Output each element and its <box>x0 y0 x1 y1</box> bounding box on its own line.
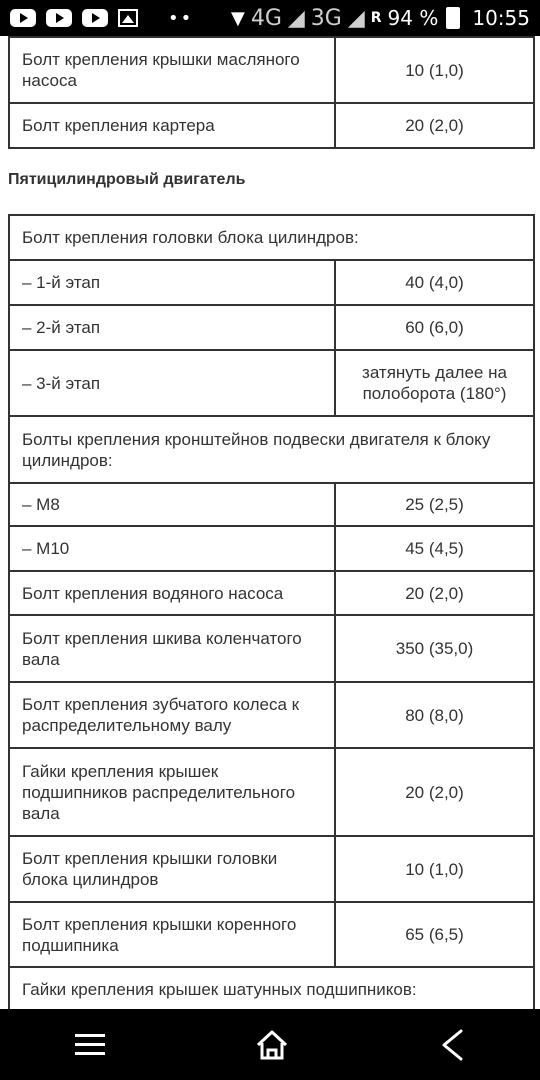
row-value: 350 (35,0) <box>335 615 534 682</box>
table-row <box>9 682 534 748</box>
section-title: Пятицилиндровый двигатель <box>8 171 246 188</box>
battery-percent: 94 % <box>387 6 439 30</box>
row-label: – 1-й этап <box>9 260 335 305</box>
row-label: Гайки крепления крышек подшипников распределительного вала <box>9 748 335 836</box>
row-label: Болт крепления водяного насоса <box>9 571 335 615</box>
row-label: Болт крепления шкива коленчатого вала <box>9 615 335 682</box>
torque-table-five-cylinder <box>8 214 535 1013</box>
table-row <box>9 615 534 682</box>
row-label: Болт крепления зубчатого колеса к распределительному валу <box>9 682 335 748</box>
table-row <box>9 103 534 148</box>
youtube-icon <box>10 9 36 27</box>
row-label: Болт крепления головки блока цилиндров: <box>9 215 534 260</box>
table-row-header <box>9 416 534 483</box>
row-value: 10 (1,0) <box>335 37 534 103</box>
row-label: Болт крепления крышки масляного насоса <box>9 37 335 103</box>
table-row-header <box>9 215 534 260</box>
battery-icon <box>446 7 460 29</box>
signal-icon: ◢ <box>287 5 305 31</box>
more-notifications-icon: •• <box>168 7 194 29</box>
table-row <box>9 483 534 526</box>
row-value: 20 (2,0) <box>335 103 534 148</box>
row-label: Болт крепления картера <box>9 103 335 148</box>
row-label: Болт крепления крышки головки блока цилиндров <box>9 836 335 902</box>
row-label: – M10 <box>9 526 335 571</box>
notification-icons <box>10 8 193 29</box>
table-row <box>9 571 534 615</box>
roaming-indicator: R <box>370 10 382 26</box>
row-label: Болт крепления крышки коренного подшипника <box>9 902 335 967</box>
table-row <box>9 836 534 902</box>
table-row <box>9 305 534 350</box>
home-icon[interactable] <box>255 1029 289 1061</box>
wifi-icon: ▼ <box>230 7 245 29</box>
row-value: 40 (4,0) <box>335 260 534 305</box>
table-row <box>9 260 534 305</box>
row-label: – M8 <box>9 483 335 526</box>
menu-icon[interactable] <box>75 1034 105 1056</box>
table-row-header <box>9 967 534 1012</box>
row-value: затянуть далее на полоборота (180°) <box>335 350 534 416</box>
row-value: 20 (2,0) <box>335 571 534 615</box>
row-value: 80 (8,0) <box>335 682 534 748</box>
signal-icon: ◢ <box>347 5 365 31</box>
table-row <box>9 748 534 836</box>
network-4g: 4G <box>250 5 282 31</box>
clock: 10:55 <box>472 6 530 30</box>
status-bar <box>0 0 540 36</box>
row-value: 20 (2,0) <box>335 748 534 836</box>
row-value: 25 (2,5) <box>335 483 534 526</box>
table-row <box>9 37 534 103</box>
navigation-bar <box>0 1009 540 1080</box>
network-3g: 3G <box>310 5 342 31</box>
youtube-icon <box>82 9 108 27</box>
table-row <box>9 902 534 967</box>
row-label: – 2-й этап <box>9 305 335 350</box>
row-label: – 3-й этап <box>9 350 335 416</box>
gallery-icon <box>118 9 138 27</box>
table-row <box>9 526 534 571</box>
torque-table-partial <box>8 36 535 149</box>
back-icon[interactable] <box>439 1028 465 1062</box>
row-value: 10 (1,0) <box>335 836 534 902</box>
row-value: 65 (6,5) <box>335 902 534 967</box>
table-row <box>9 350 534 416</box>
system-icons <box>231 6 530 31</box>
row-label: Гайки крепления крышек шатунных подшипников: <box>9 967 534 1012</box>
youtube-icon <box>46 9 72 27</box>
row-value: 45 (4,5) <box>335 526 534 571</box>
row-value: 60 (6,0) <box>335 305 534 350</box>
row-label: Болты крепления кронштейнов подвески двигателя к блоку цилиндров: <box>9 416 534 483</box>
